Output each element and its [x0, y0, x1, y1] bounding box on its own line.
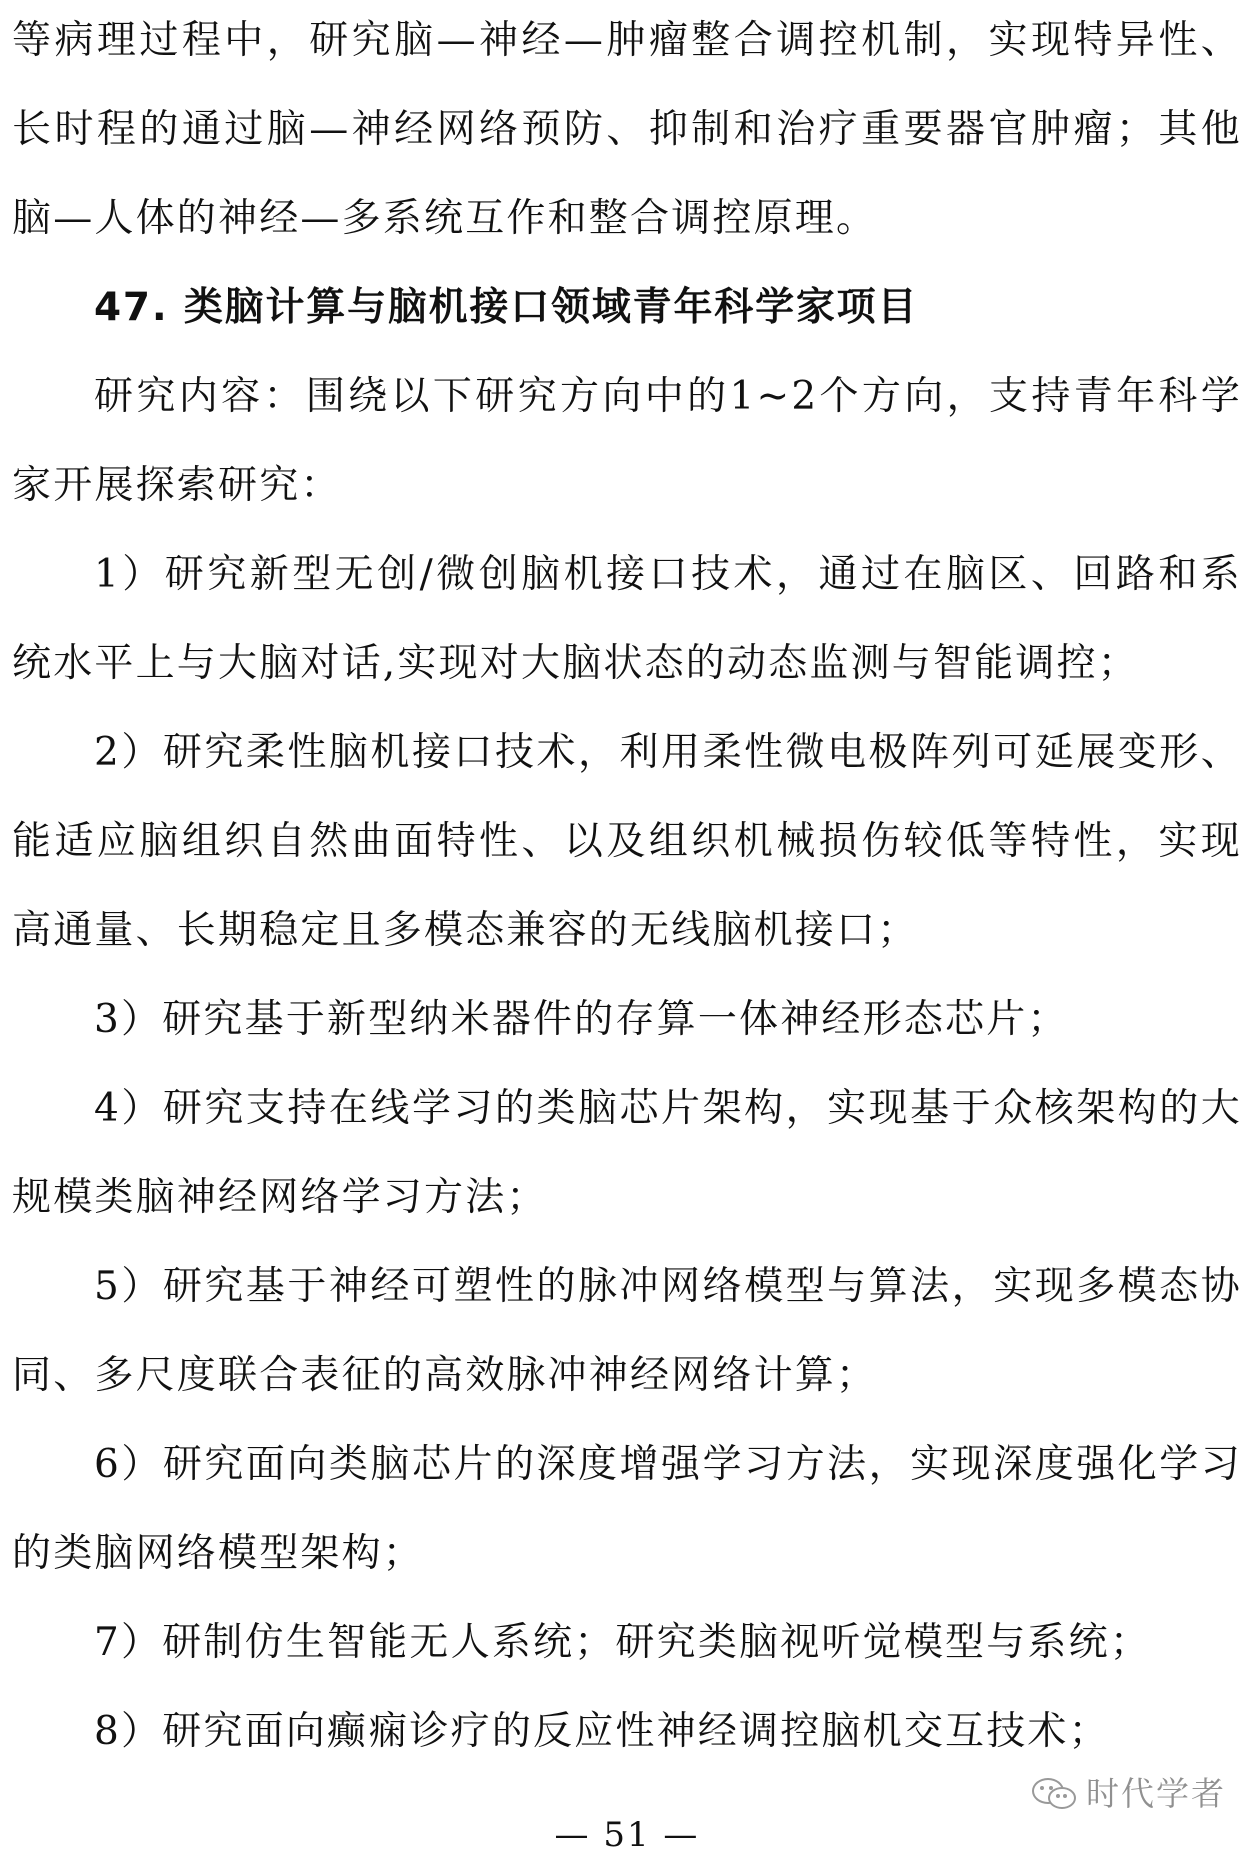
list-item-2: 2）研究柔性脑机接口技术，利用柔性微电极阵列可延展变形、能适应脑组织自然曲面特性、以及组织机械损伤较低等特性，实现高通量、长期稳定且多模态兼容的无线脑机接口；	[12, 730, 1242, 953]
list-item-3: 3）研究基于新型纳米器件的存算一体神经形态芯片；	[94, 997, 1069, 1042]
list-item-6: 6）研究面向类脑芯片的深度增强学习方法，实现深度强化学习的类脑网络模型架构；	[12, 1442, 1242, 1576]
list-item-4: 4）研究支持在线学习的类脑芯片架构，实现基于众核架构的大规模类脑神经网络学习方法；	[12, 1086, 1242, 1220]
list-item-5: 5）研究基于神经可塑性的脉冲网络模型与算法，实现多模态协同、多尺度联合表征的高效脉冲神经网络计算；	[12, 1264, 1242, 1398]
list-item-8: 8）研究面向癫痫诊疗的反应性神经调控脑机交互技术；	[94, 1709, 1110, 1754]
paragraph-research-content: 研究内容：围绕以下研究方向中的1~2个方向，支持青年科学家开展探索研究：	[12, 374, 1242, 508]
document-body	[12, 0, 1242, 1776]
watermark-text: 时代学者	[1086, 1774, 1226, 1813]
page-number: — 51 —	[554, 1815, 700, 1855]
list-item-7: 7）研制仿生智能无人系统；研究类脑视听觉模型与系统；	[94, 1620, 1152, 1665]
wechat-icon	[1032, 1775, 1076, 1809]
watermark	[1032, 1768, 1226, 1815]
paragraph-continuation: 等病理过程中，研究脑—神经—肿瘤整合调控机制，实现特异性、长时程的通过脑—神经网络预防、抑制和治疗重要器官肿瘤；其他脑—人体的神经—多系统互作和整合调控原理。	[12, 18, 1242, 241]
list-item-1: 1）研究新型无创/微创脑机接口技术，通过在脑区、回路和系统水平上与大脑对话,实现对大脑状态的动态监测与智能调控；	[12, 552, 1242, 686]
section-heading: 47. 类脑计算与脑机接口领域青年科学家项目	[94, 285, 919, 330]
